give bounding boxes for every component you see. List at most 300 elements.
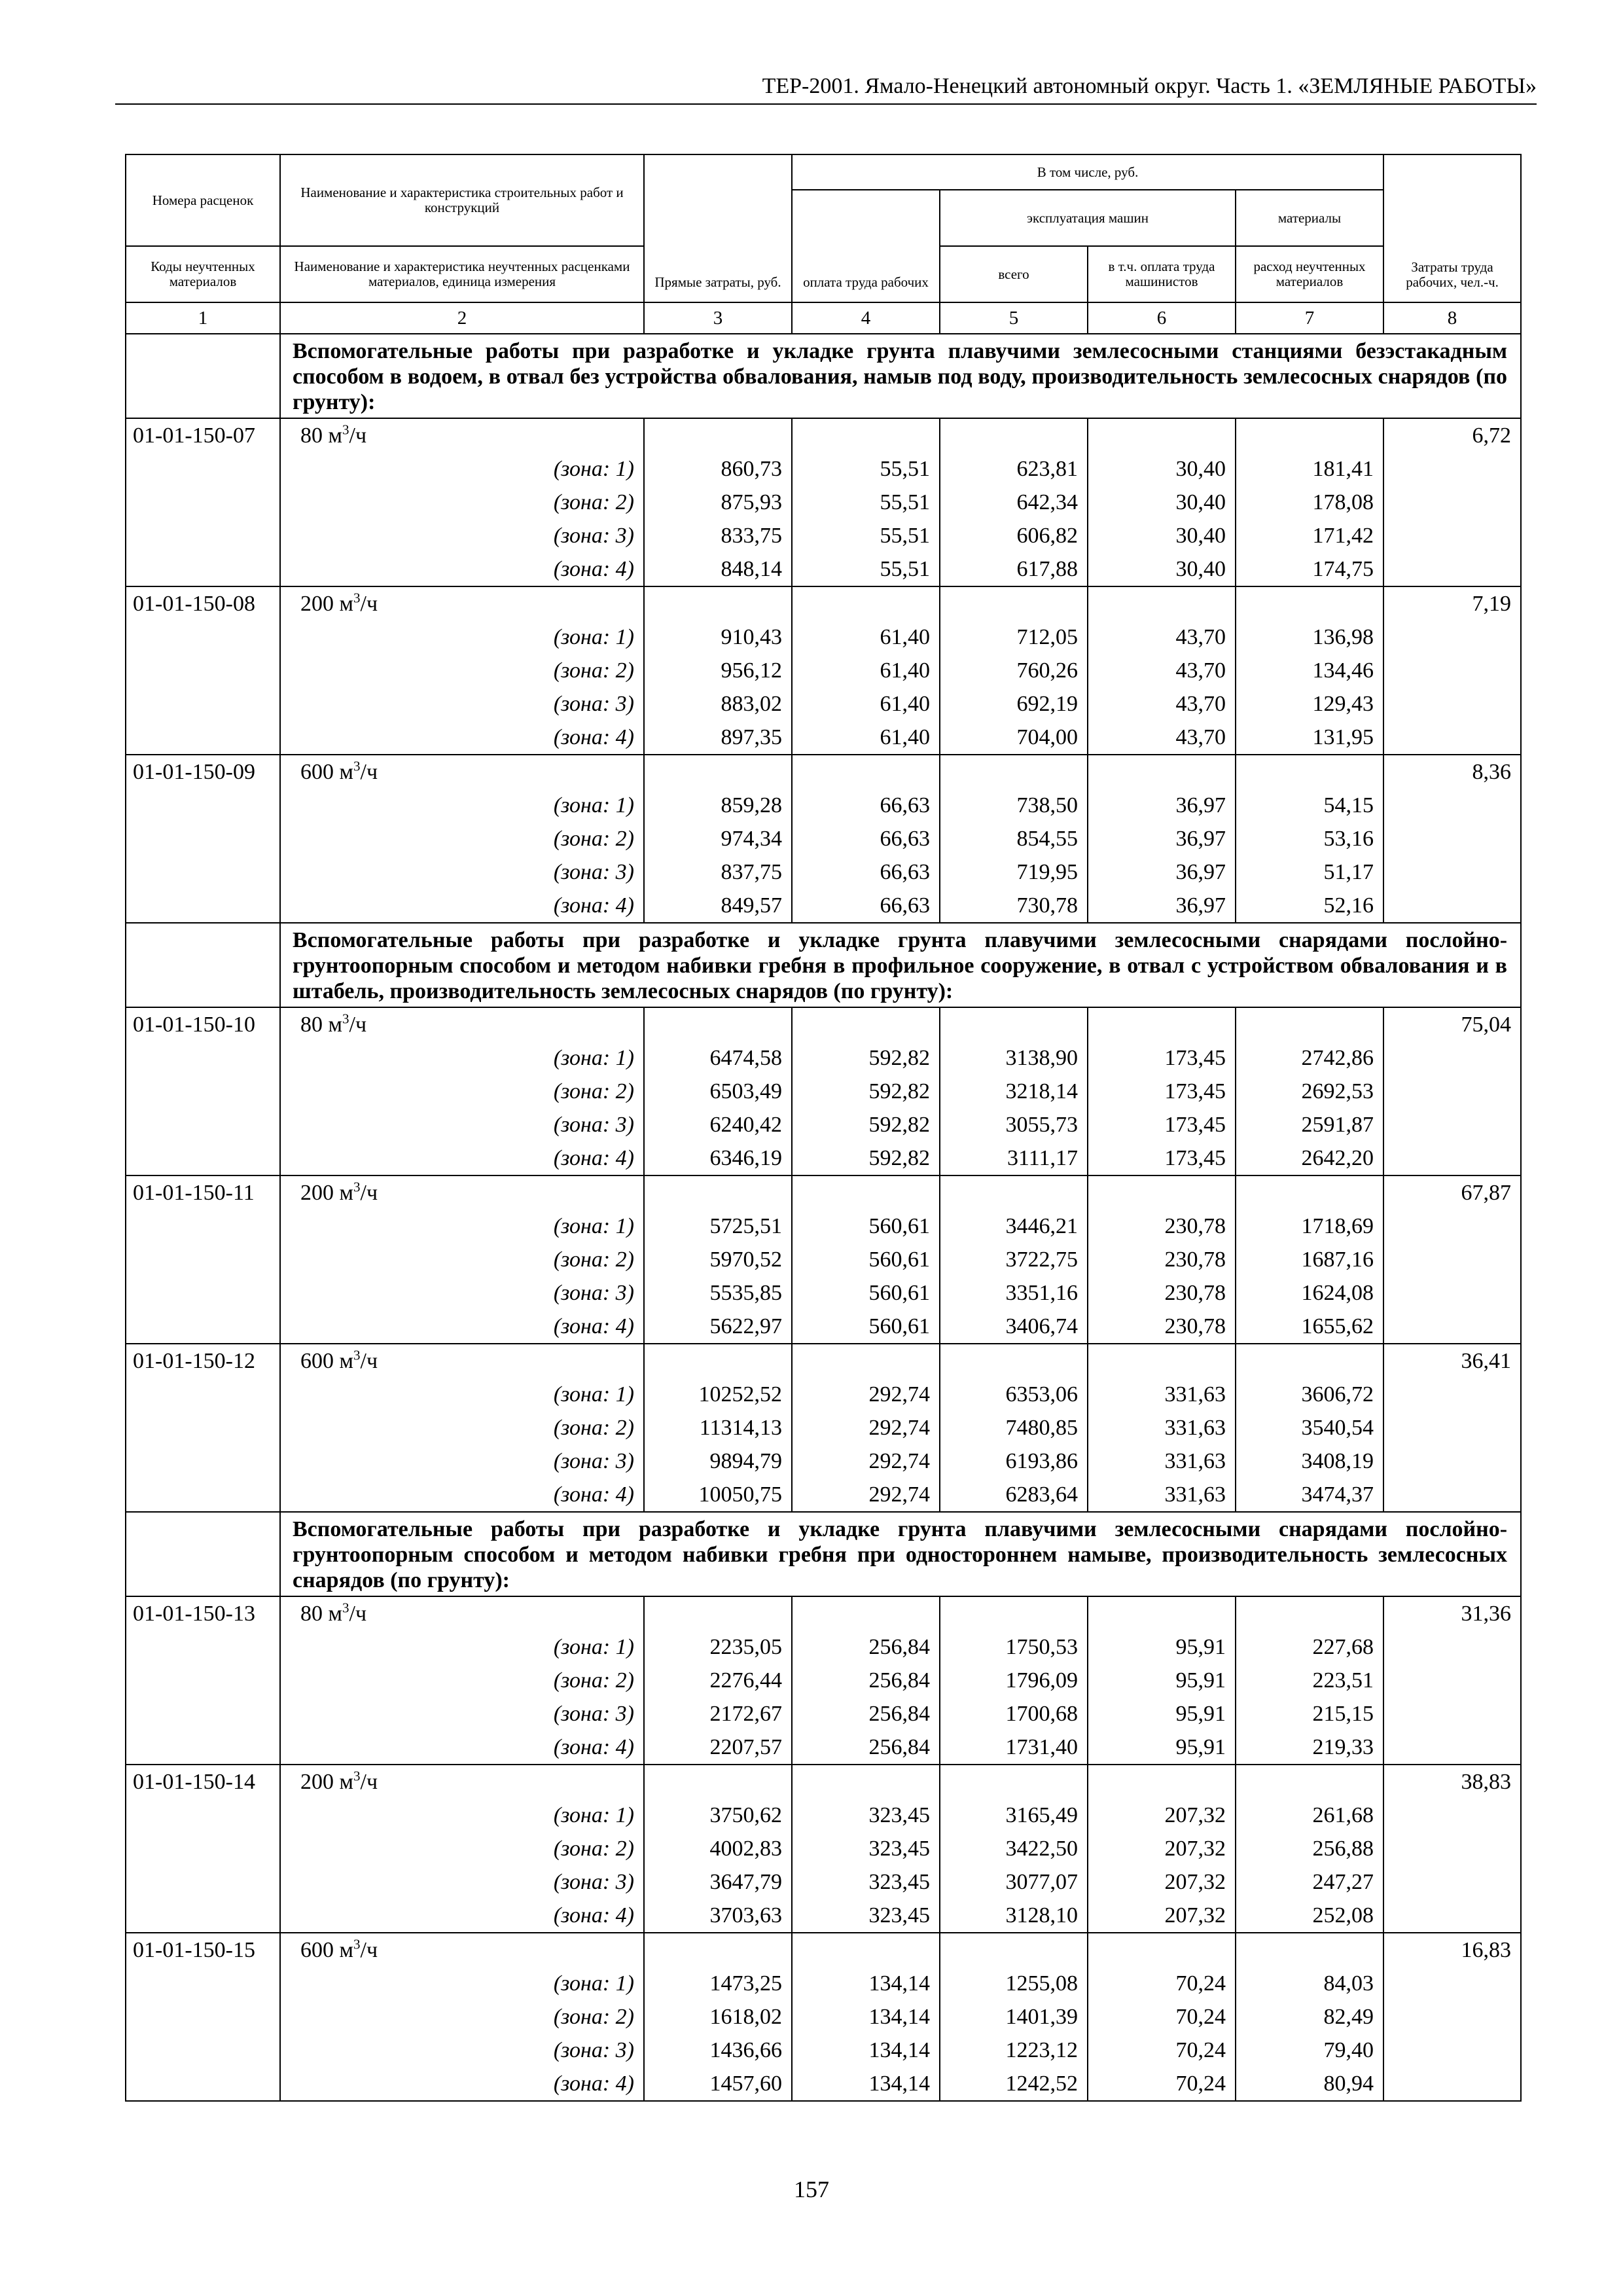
zone-label: (зона: 3) [553,692,634,716]
empty-cell [126,486,280,519]
empty-cell [940,586,1088,620]
table-row [126,1141,1521,1175]
column-number: 7 [1236,302,1383,334]
zone-cell [280,1108,644,1141]
cell-pay: 66,63 [792,789,940,822]
rate-group [126,755,1521,923]
cell-pay: 323,45 [792,1865,940,1899]
cell-materials: 171,42 [1236,519,1383,552]
empty-cell [940,1007,1088,1041]
zone-label: (зона: 3) [553,2038,634,2062]
table-row [126,1310,1521,1344]
cell-machines: 3446,21 [940,1210,1088,1243]
cell-operators: 230,78 [1088,1276,1236,1310]
header-operators-pay: в т.ч. оплата труда машинистов [1088,246,1236,302]
rate-code: 01-01-150-07 [126,418,280,452]
cell-pay: 323,45 [792,1832,940,1865]
empty-cell [126,519,280,552]
cell-machines: 3055,73 [940,1108,1088,1141]
cell-machines: 854,55 [940,822,1088,855]
zone-label: (зона: 2) [553,1837,634,1861]
zone-label: (зона: 1) [553,625,634,649]
empty-cell [126,1731,280,1765]
empty-cell [644,1765,792,1799]
cell-operators: 173,45 [1088,1041,1236,1075]
cell-pay: 592,82 [792,1141,940,1175]
cell-pay: 323,45 [792,1899,940,1933]
zone-cell [280,721,644,755]
empty-cell [126,452,280,486]
cell-pay: 61,40 [792,620,940,654]
empty-cell [1088,418,1236,452]
rate-code: 01-01-150-12 [126,1344,280,1378]
cell-machines: 3406,74 [940,1310,1088,1344]
zone-label: (зона: 4) [553,1735,634,1759]
empty-cell [940,1175,1088,1210]
cell-operators: 70,24 [1088,2034,1236,2067]
zone-cell [280,1664,644,1697]
empty-cell [1236,1007,1383,1041]
rate-capacity [281,587,643,620]
cell-operators: 30,40 [1088,552,1236,586]
cell-materials: 51,17 [1236,855,1383,889]
header-machines-total: всего [940,246,1088,302]
rate-capacity [281,1344,643,1378]
empty-cell [1236,586,1383,620]
empty-cell [1383,2000,1521,2034]
cell-machines: 1700,68 [940,1697,1088,1731]
labor-costs-value: 6,72 [1383,418,1521,452]
cell-pay: 66,63 [792,822,940,855]
table-row [126,1378,1521,1411]
cell-pay: 560,61 [792,1276,940,1310]
empty-cell [1236,1344,1383,1378]
cell-pay: 592,82 [792,1075,940,1108]
table-row [126,620,1521,654]
empty-cell [1088,1007,1236,1041]
empty-cell [1383,1210,1521,1243]
table-row [126,1075,1521,1108]
rate-capacity-exponent: 3 [353,1347,361,1363]
cell-direct: 848,14 [644,552,792,586]
empty-cell [792,586,940,620]
empty-cell [1383,1697,1521,1731]
empty-cell [1383,1899,1521,1933]
zone-label: (зона: 1) [553,1046,634,1070]
cell-pay: 256,84 [792,1664,940,1697]
rate-capacity-unit: /ч [349,1013,367,1037]
empty-cell [126,1243,280,1276]
zone-label: (зона: 4) [553,1314,634,1338]
table-row [126,552,1521,586]
zone-cell [280,1210,644,1243]
section [126,334,1521,418]
cell-operators: 173,45 [1088,1075,1236,1108]
cell-direct: 10050,75 [644,1478,792,1512]
column-number: 1 [126,302,280,334]
zone-cell [280,1799,644,1832]
cell-direct: 2235,05 [644,1630,792,1664]
empty-cell [126,654,280,687]
cell-operators: 173,45 [1088,1141,1236,1175]
zone-label: (зона: 2) [553,658,634,683]
empty-cell [792,1765,940,1799]
zone-cell [280,1243,644,1276]
cell-operators: 230,78 [1088,1243,1236,1276]
table-row [126,654,1521,687]
cell-materials: 227,68 [1236,1630,1383,1664]
cell-materials: 54,15 [1236,789,1383,822]
cell-pay: 256,84 [792,1731,940,1765]
cell-operators: 43,70 [1088,654,1236,687]
zone-cell [280,1697,644,1731]
zone-label: (зона: 1) [553,1214,634,1238]
empty-cell [1236,1933,1383,1967]
zone-label: (зона: 1) [553,457,634,481]
cell-materials: 256,88 [1236,1832,1383,1865]
empty-cell [1383,2067,1521,2101]
cell-operators: 331,63 [1088,1444,1236,1478]
cell-operators: 43,70 [1088,620,1236,654]
cell-materials: 219,33 [1236,1731,1383,1765]
rate-capacity [281,1933,643,1967]
cell-direct: 833,75 [644,519,792,552]
rate-capacity-exponent: 3 [353,1936,361,1952]
rate-capacity-value: 200 м [300,1181,354,1205]
labor-costs-value: 8,36 [1383,755,1521,789]
zone-label: (зона: 2) [553,1668,634,1693]
empty-cell [1088,1765,1236,1799]
rate-group [126,1344,1521,1512]
cell-pay: 55,51 [792,519,940,552]
empty-cell [1383,889,1521,923]
empty-cell [1383,721,1521,755]
empty-cell [792,755,940,789]
zone-cell [280,1832,644,1865]
zone-cell [280,2067,644,2101]
empty-cell [1383,1799,1521,1832]
cell-machines: 3165,49 [940,1799,1088,1832]
zone-label: (зона: 1) [553,1635,634,1659]
cell-materials: 247,27 [1236,1865,1383,1899]
cell-operators: 36,97 [1088,855,1236,889]
empty-cell [644,1007,792,1041]
rate-code: 01-01-150-13 [126,1596,280,1630]
rate-name-cell [280,418,644,452]
section-spacer [126,923,280,1007]
cell-direct: 849,57 [644,889,792,923]
empty-cell [1088,1596,1236,1630]
rate-name-cell [280,586,644,620]
cell-operators: 95,91 [1088,1630,1236,1664]
empty-cell [792,1175,940,1210]
zone-cell [280,1075,644,1108]
header-labor-pay: оплата труда рабочих [792,190,940,302]
zone-cell [280,1478,644,1512]
rate-code: 01-01-150-11 [126,1175,280,1210]
section-title: Вспомогательные работы при разработке и укладке грунта плавучими землесосными станциями безэстакадным способом в водоем, в отвал без устройства обвалования, намыв под воду, производительность землесосных снарядов (по грунту): [280,334,1521,418]
empty-cell [1088,1344,1236,1378]
section [126,1512,1521,1596]
cell-machines: 692,19 [940,687,1088,721]
empty-cell [1088,1175,1236,1210]
empty-cell [1383,552,1521,586]
cell-materials: 261,68 [1236,1799,1383,1832]
cell-operators: 43,70 [1088,687,1236,721]
header-machines: эксплуатация машин [940,190,1236,246]
empty-cell [1383,1141,1521,1175]
zone-cell [280,1630,644,1664]
empty-cell [1383,1276,1521,1310]
column-number: 3 [644,302,792,334]
cell-materials: 53,16 [1236,822,1383,855]
zone-cell [280,1378,644,1411]
zone-label: (зона: 4) [553,893,634,918]
cell-direct: 860,73 [644,452,792,486]
cell-machines: 3351,16 [940,1276,1088,1310]
zone-cell [280,855,644,889]
rate-capacity [281,419,643,452]
empty-cell [1383,519,1521,552]
rate-capacity-exponent: 3 [342,1600,349,1616]
cell-direct: 1436,66 [644,2034,792,2067]
empty-cell [126,1967,280,2000]
zone-cell [280,452,644,486]
zone-cell [280,519,644,552]
empty-cell [1236,1765,1383,1799]
rate-capacity-exponent: 3 [353,1179,361,1195]
empty-cell [126,2000,280,2034]
cell-direct: 837,75 [644,855,792,889]
cell-pay: 292,74 [792,1478,940,1512]
empty-cell [126,1832,280,1865]
rate-capacity [281,1176,643,1210]
empty-cell [1383,789,1521,822]
rate-code: 01-01-150-14 [126,1765,280,1799]
table-row [126,1596,1521,1630]
zone-cell [280,552,644,586]
zone-label: (зона: 3) [553,1702,634,1726]
zone-label: (зона: 3) [553,860,634,884]
empty-cell [126,2034,280,2067]
zone-label: (зона: 4) [553,1146,634,1170]
empty-cell [1383,822,1521,855]
table-row [126,1108,1521,1141]
rate-capacity-exponent: 3 [353,758,361,774]
header-material-codes: Коды неучтенных материалов [126,246,280,302]
cell-pay: 256,84 [792,1630,940,1664]
cell-materials: 3408,19 [1236,1444,1383,1478]
zone-cell [280,1865,644,1899]
rate-capacity [281,1597,643,1630]
cell-direct: 9894,79 [644,1444,792,1478]
cell-materials: 223,51 [1236,1664,1383,1697]
table-row [126,1630,1521,1664]
zone-label: (зона: 3) [553,1870,634,1894]
empty-cell [1383,452,1521,486]
empty-cell [126,1664,280,1697]
empty-cell [644,1175,792,1210]
cell-materials: 3474,37 [1236,1478,1383,1512]
cell-materials: 2742,86 [1236,1041,1383,1075]
table-row [126,1765,1521,1799]
header-rate-numbers: Номера расценок [126,154,280,246]
cell-pay: 292,74 [792,1378,940,1411]
cell-materials: 84,03 [1236,1967,1383,2000]
table-row [126,1731,1521,1765]
cell-materials: 1687,16 [1236,1243,1383,1276]
cell-pay: 560,61 [792,1243,940,1276]
table-row [126,1664,1521,1697]
empty-cell [126,822,280,855]
cell-machines: 7480,85 [940,1411,1088,1444]
labor-costs-value: 36,41 [1383,1344,1521,1378]
empty-cell [126,1141,280,1175]
column-number: 6 [1088,302,1236,334]
cell-machines: 6193,86 [940,1444,1088,1478]
zone-label: (зона: 2) [553,2005,634,2029]
cell-materials: 131,95 [1236,721,1383,755]
rate-code: 01-01-150-15 [126,1933,280,1967]
rate-capacity-value: 600 м [300,1938,354,1962]
zone-label: (зона: 2) [553,490,634,514]
cell-machines: 1242,52 [940,2067,1088,2101]
rate-code: 01-01-150-09 [126,755,280,789]
cell-operators: 30,40 [1088,452,1236,486]
header-including: В том числе, руб. [792,154,1383,190]
zone-cell [280,889,644,923]
rate-capacity-unit: /ч [360,1770,378,1794]
cell-operators: 36,97 [1088,789,1236,822]
empty-cell [126,1444,280,1478]
zone-cell [280,620,644,654]
rate-capacity-value: 80 м [300,423,343,448]
zone-cell [280,654,644,687]
cell-pay: 66,63 [792,889,940,923]
table-row [126,1210,1521,1243]
cell-direct: 6474,58 [644,1041,792,1075]
cell-machines: 3722,75 [940,1243,1088,1276]
cell-machines: 719,95 [940,855,1088,889]
cell-materials: 80,94 [1236,2067,1383,2101]
empty-cell [126,855,280,889]
zone-label: (зона: 1) [553,1803,634,1827]
cell-operators: 70,24 [1088,2067,1236,2101]
empty-cell [940,1765,1088,1799]
rates-table [125,154,1522,2102]
empty-cell [126,552,280,586]
empty-cell [1383,1664,1521,1697]
rate-capacity-unit: /ч [360,1181,378,1205]
zone-label: (зона: 2) [553,1416,634,1440]
cell-direct: 5970,52 [644,1243,792,1276]
zone-cell [280,1967,644,2000]
cell-machines: 3111,17 [940,1141,1088,1175]
rate-capacity-exponent: 3 [342,1011,349,1027]
cell-direct: 897,35 [644,721,792,755]
cell-direct: 910,43 [644,620,792,654]
empty-cell [940,755,1088,789]
table-row [126,1865,1521,1899]
table-row [126,855,1521,889]
cell-operators: 36,97 [1088,889,1236,923]
labor-costs-value: 75,04 [1383,1007,1521,1041]
empty-cell [644,755,792,789]
zone-cell [280,2000,644,2034]
empty-cell [792,1007,940,1041]
cell-machines: 1223,12 [940,2034,1088,2067]
rate-capacity [281,755,643,789]
cell-machines: 1731,40 [940,1731,1088,1765]
empty-cell [1383,1243,1521,1276]
zone-label: (зона: 2) [553,827,634,851]
cell-operators: 30,40 [1088,519,1236,552]
empty-cell [1383,1832,1521,1865]
cell-machines: 1750,53 [940,1630,1088,1664]
cell-pay: 560,61 [792,1310,940,1344]
table-row [126,1344,1521,1378]
cell-direct: 974,34 [644,822,792,855]
empty-cell [126,1799,280,1832]
empty-cell [1383,486,1521,519]
cell-direct: 859,28 [644,789,792,822]
empty-cell [1236,1175,1383,1210]
cell-machines: 712,05 [940,620,1088,654]
section [126,923,1521,1007]
cell-materials: 215,15 [1236,1697,1383,1731]
rate-name-cell [280,755,644,789]
table-row [126,418,1521,452]
zone-label: (зона: 4) [553,557,634,581]
empty-cell [1383,654,1521,687]
zone-cell [280,687,644,721]
empty-cell [126,1630,280,1664]
labor-costs-value: 7,19 [1383,586,1521,620]
cell-materials: 129,43 [1236,687,1383,721]
page-number: 157 [794,2176,829,2202]
column-numbers-row [126,302,1521,334]
zone-cell [280,1731,644,1765]
cell-materials: 252,08 [1236,1899,1383,1933]
cell-pay: 560,61 [792,1210,940,1243]
cell-materials: 3606,72 [1236,1378,1383,1411]
empty-cell [126,1310,280,1344]
cell-direct: 3703,63 [644,1899,792,1933]
zone-cell [280,1141,644,1175]
rate-capacity-exponent: 3 [353,590,361,606]
cell-materials: 1624,08 [1236,1276,1383,1310]
empty-cell [644,1596,792,1630]
header-work-name: Наименование и характеристика строительных работ и конструкций [280,154,644,246]
empty-cell [1383,1967,1521,2000]
cell-operators: 95,91 [1088,1731,1236,1765]
cell-machines: 6353,06 [940,1378,1088,1411]
rate-capacity-value: 80 м [300,1013,343,1037]
empty-cell [1236,1596,1383,1630]
empty-cell [126,1411,280,1444]
cell-operators: 36,97 [1088,822,1236,855]
cell-operators: 331,63 [1088,1478,1236,1512]
cell-pay: 55,51 [792,452,940,486]
cell-direct: 3750,62 [644,1799,792,1832]
cell-machines: 738,50 [940,789,1088,822]
empty-cell [126,1478,280,1512]
rate-capacity [281,1008,643,1041]
empty-cell [1383,687,1521,721]
cell-machines: 1401,39 [940,2000,1088,2034]
cell-operators: 30,40 [1088,486,1236,519]
rate-name-cell [280,1344,644,1378]
